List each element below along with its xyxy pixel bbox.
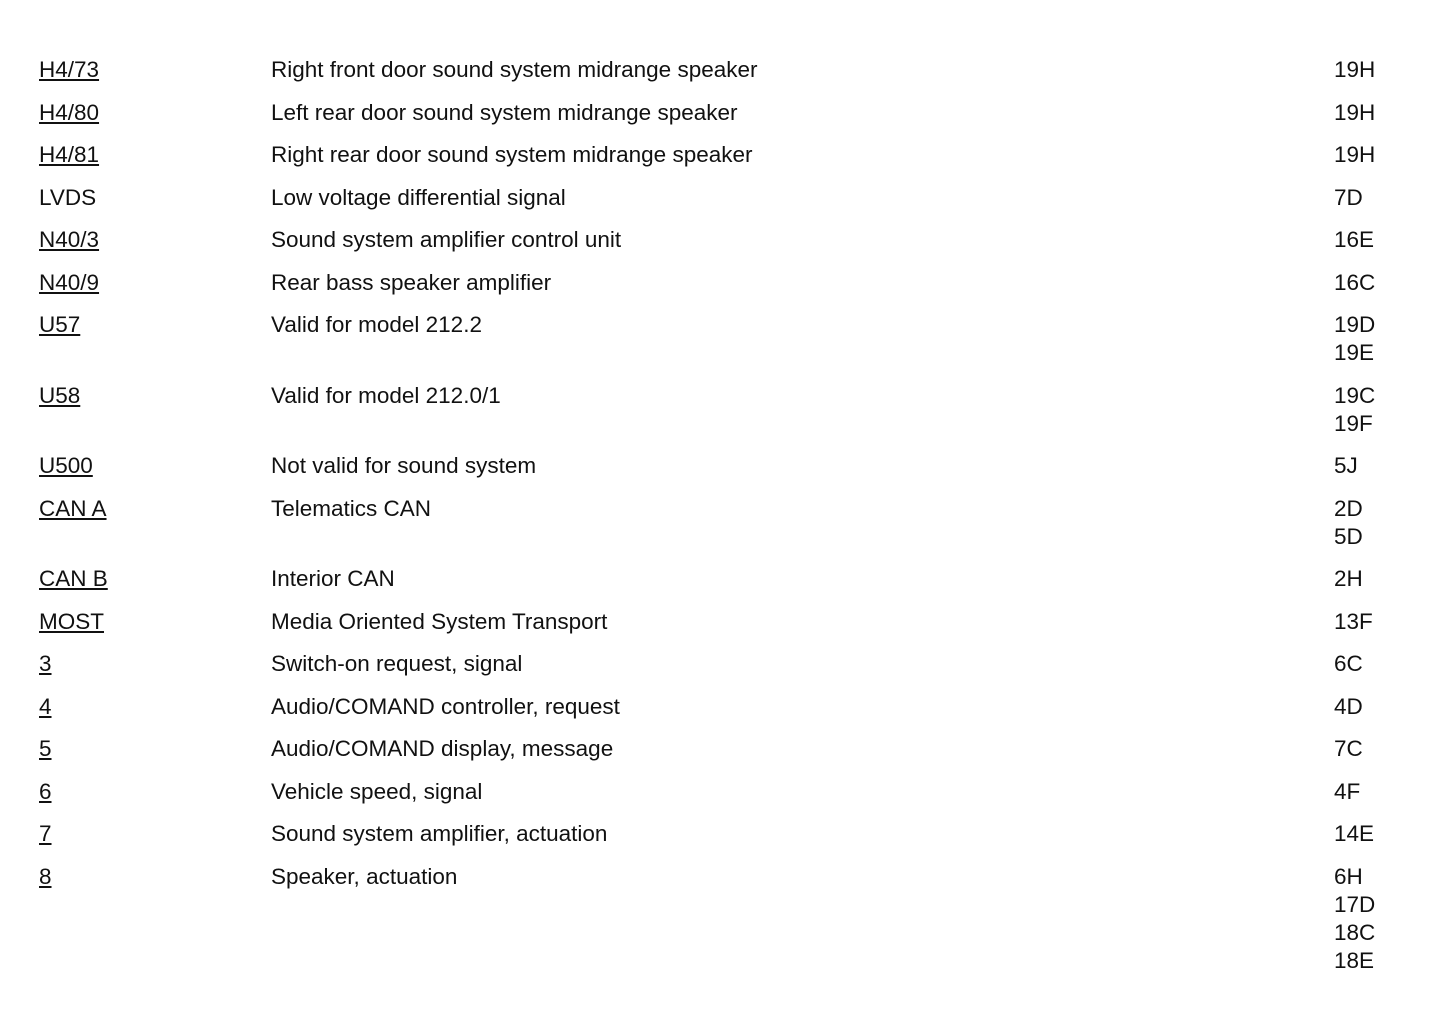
grid-references [1334, 778, 1360, 806]
grid-reference: 16E [1334, 227, 1375, 252]
grid-references [1334, 382, 1375, 438]
description: Low voltage differential signal [271, 184, 566, 210]
code-link[interactable]: N40/9 [39, 269, 100, 295]
description: Interior CAN [271, 566, 395, 591]
grid-reference: 7C [1334, 736, 1363, 761]
grid-reference: 19H [1334, 142, 1376, 167]
description: Right front door sound system midrange speaker [271, 57, 758, 82]
grid-reference: 4D [1334, 693, 1363, 719]
description: Valid for model 212.2 [271, 312, 482, 337]
description: Media Oriented System Transport [271, 608, 608, 634]
grid-reference: 2H [1334, 566, 1363, 591]
code-link[interactable]: 3 [39, 651, 52, 676]
grid-references [1334, 311, 1375, 367]
description: Telematics CAN [271, 495, 432, 521]
description: Sound system amplifier control unit [271, 227, 622, 252]
grid-reference: 17D [1334, 891, 1376, 917]
grid-reference: 14E [1334, 821, 1375, 846]
code-link[interactable]: CAN B [39, 566, 108, 591]
grid-reference: 19H [1334, 99, 1376, 125]
description: Sound system amplifier, actuation [271, 821, 608, 846]
description: Speaker, actuation [271, 863, 458, 889]
grid-references [1334, 99, 1375, 127]
code-link[interactable]: 5 [39, 736, 52, 761]
grid-references [1334, 650, 1363, 678]
code-link[interactable]: U500 [39, 453, 93, 478]
grid-reference: 2D [1334, 495, 1363, 521]
code-link[interactable]: N40/3 [39, 227, 100, 252]
grid-reference: 6H [1334, 863, 1363, 889]
grid-references [1334, 184, 1363, 212]
grid-reference: 4F [1334, 778, 1361, 804]
grid-reference: 13F [1334, 608, 1373, 634]
grid-reference: 6C [1334, 651, 1363, 676]
code-link[interactable]: H4/73 [39, 57, 100, 82]
description: Audio/COMAND display, message [271, 736, 614, 761]
grid-reference: 5D [1334, 523, 1363, 549]
grid-references [1334, 565, 1363, 593]
grid-reference: 19C [1334, 382, 1376, 408]
grid-references [1334, 226, 1374, 254]
description: Audio/COMAND controller, request [271, 693, 620, 719]
code-link[interactable]: 6 [39, 778, 52, 804]
code-link[interactable]: H4/81 [39, 142, 100, 167]
grid-reference: 18E [1334, 947, 1375, 973]
grid-reference: 16C [1334, 269, 1376, 295]
grid-reference: 5J [1334, 453, 1358, 478]
code-link[interactable]: U58 [39, 382, 81, 408]
code-link[interactable]: U57 [39, 312, 81, 337]
grid-references [1334, 735, 1363, 763]
grid-reference: 19E [1334, 340, 1375, 365]
code-link[interactable]: H4/80 [39, 99, 100, 125]
grid-references [1334, 141, 1375, 169]
description: Valid for model 212.0/1 [271, 382, 501, 408]
description: Rear bass speaker amplifier [271, 269, 552, 295]
grid-references [1334, 863, 1375, 975]
grid-references [1334, 693, 1363, 721]
grid-references [1334, 820, 1374, 848]
grid-references [1334, 452, 1358, 480]
code-link[interactable]: MOST [39, 608, 104, 634]
code-link[interactable]: CAN A [39, 495, 107, 521]
grid-references [1334, 269, 1375, 297]
grid-reference: 18C [1334, 919, 1376, 945]
grid-references [1334, 495, 1363, 551]
code-label: LVDS [39, 184, 97, 210]
description: Vehicle speed, signal [271, 778, 483, 804]
description: Not valid for sound system [271, 453, 537, 478]
grid-reference: 19H [1334, 57, 1376, 82]
grid-reference: 19F [1334, 410, 1373, 436]
grid-reference: 7D [1334, 184, 1363, 210]
grid-references [1334, 608, 1373, 636]
code-link[interactable]: 7 [39, 821, 52, 846]
code-link[interactable]: 8 [39, 863, 52, 889]
grid-references [1334, 56, 1375, 84]
description: Switch-on request, signal [271, 651, 523, 676]
code-link[interactable]: 4 [39, 693, 52, 719]
grid-reference: 19D [1334, 312, 1376, 337]
description: Left rear door sound system midrange speaker [271, 99, 738, 125]
description: Right rear door sound system midrange speaker [271, 142, 753, 167]
